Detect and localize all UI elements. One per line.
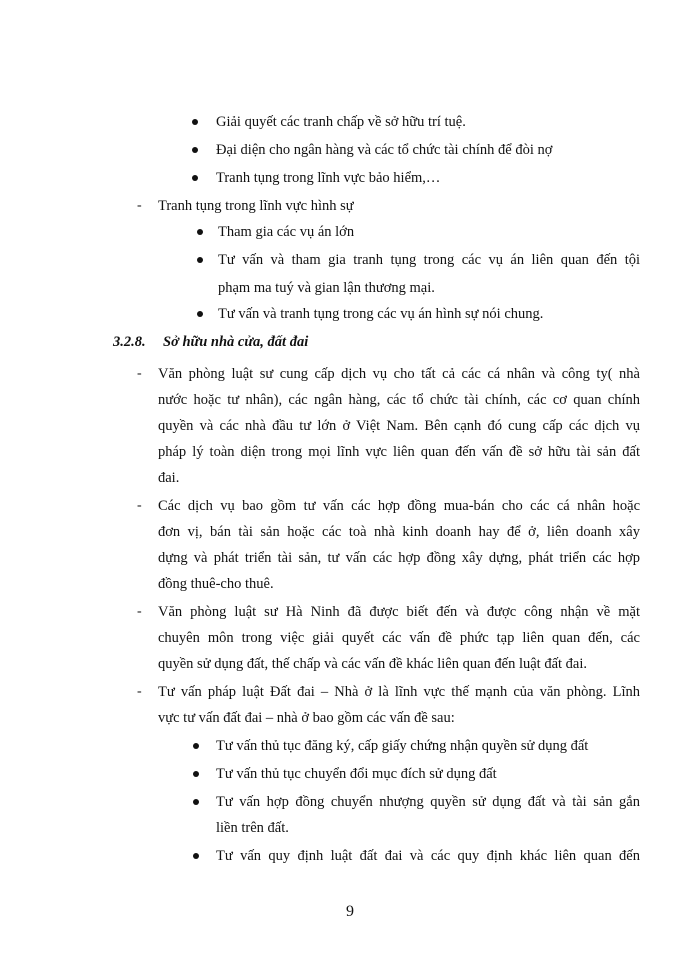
bullet-icon — [192, 119, 198, 125]
criminal-heading: Tranh tụng trong lĩnh vực hình sự — [158, 198, 354, 214]
paragraph-line: đai. — [158, 470, 180, 486]
list-item: Tư vấn và tham gia tranh tụng trong các vụ án liên quan đến tội — [218, 252, 640, 268]
dash-marker: - — [137, 198, 142, 213]
paragraph-line: dựng và phát triển tài sản, tư vấn các hợp đồng xây dựng, phát triển các hợp — [158, 550, 640, 566]
paragraph-line: Văn phòng luật sư Hà Ninh đã được biết đến và được công nhận về mặt — [158, 604, 640, 620]
paragraph-line: Các dịch vụ bao gồm tư vấn các hợp đồng mua-bán cho các cá nhân hoặc — [158, 498, 640, 514]
bullet-icon — [197, 257, 203, 263]
list-item-continuation: liền trên đất. — [216, 820, 289, 836]
list-item-continuation: phạm ma tuý và gian lận thương mại. — [218, 280, 435, 296]
list-item: Đại diện cho ngân hàng và các tổ chức tài chính để đòi nợ — [216, 142, 553, 158]
bullet-icon — [192, 147, 198, 153]
paragraph-line: quyền sử dụng đất, thế chấp và các vấn đề khác liên quan đến luật đất đai. — [158, 656, 588, 672]
dash-marker: - — [137, 366, 142, 381]
bullet-icon — [197, 229, 203, 235]
bullet-icon — [193, 771, 199, 777]
bullet-icon — [192, 175, 198, 181]
bullet-icon — [193, 743, 199, 749]
dash-marker: - — [137, 498, 142, 513]
list-item: Tư vấn thủ tục đăng ký, cấp giấy chứng nhận quyền sử dụng đất — [216, 738, 589, 754]
dash-marker: - — [137, 604, 142, 619]
paragraph-line: pháp lý toàn diện trong mọi lĩnh vực liên quan đến vấn đề sở hữu tài sản đất — [158, 444, 640, 460]
dash-marker: - — [137, 684, 142, 699]
paragraph-line: chuyên môn trong việc giải quyết các vấn đề phức tạp liên quan đến, các — [158, 630, 640, 646]
list-item: Tham gia các vụ án lớn — [218, 224, 355, 240]
paragraph-line: đồng thuê-cho thuê. — [158, 576, 274, 592]
section-number: 3.2.8. — [113, 334, 146, 350]
paragraph-line: đơn vị, bán tài sản hoặc các toà nhà kinh doanh hay để ở, liên doanh xây — [158, 524, 640, 540]
list-item: Tư vấn hợp đồng chuyển nhượng quyền sử dụng đất và tài sản gắn — [216, 794, 640, 810]
paragraph-line: vực tư vấn đất đai – nhà ở bao gồm các vấn đề sau: — [158, 710, 455, 726]
paragraph-line: quyền và các nhà đầu tư lớn ở Việt Nam. Bên cạnh đó cung cấp các dịch vụ — [158, 418, 640, 434]
list-item: Tư vấn thủ tục chuyển đổi mục đích sử dụng đất — [216, 766, 497, 782]
bullet-icon — [193, 853, 199, 859]
section-title: Sở hữu nhà cửa, đất đai — [163, 334, 309, 350]
paragraph-line: Tư vấn pháp luật Đất đai – Nhà ở là lĩnh vực thế mạnh của văn phòng. Lĩnh — [158, 684, 640, 700]
bullet-icon — [197, 311, 203, 317]
list-item: Tư vấn và tranh tụng trong các vụ án hình sự nói chung. — [218, 306, 544, 322]
paragraph-line: nước hoặc tư nhân), các ngân hàng, các tổ chức tài chính, các cơ quan chính — [158, 392, 640, 408]
bullet-icon — [193, 799, 199, 805]
page-number: 9 — [346, 903, 354, 920]
paragraph-line: Văn phòng luật sư cung cấp dịch vụ cho tất cả các cá nhân và công ty( nhà — [158, 366, 640, 382]
list-item: Giải quyết các tranh chấp về sở hữu trí tuệ. — [216, 114, 466, 130]
list-item: Tư vấn quy định luật đất đai và các quy định khác liên quan đến — [216, 848, 640, 864]
list-item: Tranh tụng trong lĩnh vực bảo hiểm,… — [216, 170, 441, 186]
